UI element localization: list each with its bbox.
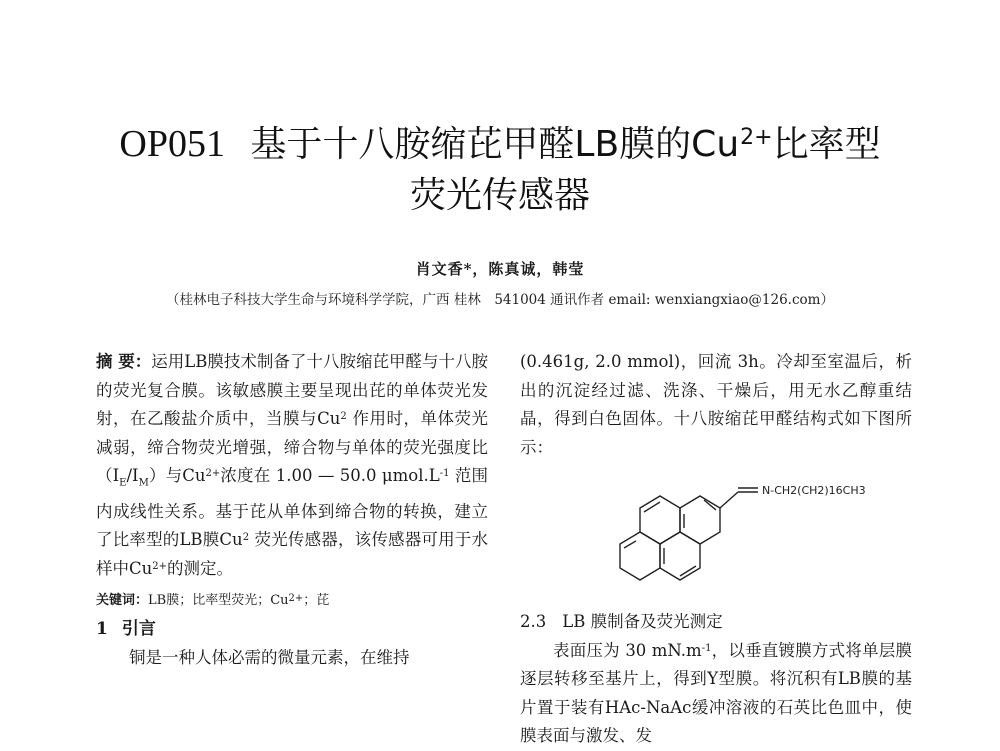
synthesis-paragraph: (0.461g, 2.0 mmol)，回流 3h。冷却至室温后，析出的沉淀经过滤、洗涤、干燥后，用无水乙醇重结晶，得到白色固体。十八胺缩芘甲醛结构式如下图所示： [520,352,912,457]
keywords [96,589,488,613]
paper-code: OP051 [119,123,225,165]
abstract-sup: 2 [340,411,347,422]
paper-title-line2: 荧光传感器 [409,175,590,216]
paragraph-sup: -1 [701,642,712,654]
affiliation: （桂林电子科技大学生命与环境科学学院，广西 桂林 541004 通讯作者 email: wenxiangxiao@126.com） [166,292,834,308]
abstract-sup: 2 [242,532,250,544]
abstract-text: 作用时，单体荧光减弱，缔合物荧光增强，缔合物与单体的荧光强度比（I [96,409,488,485]
keywords-sup: 2+ [288,593,304,605]
lb-film-paragraph [520,637,912,751]
authors: 肖文香*，陈真诚，韩莹 [415,260,585,278]
keywords-text: LB膜；比率型荧光；Cu [148,593,289,609]
pyrene-structure-icon [580,462,880,602]
chemical-structure [520,462,912,604]
paper-title-line1 [0,122,1000,167]
section-title: 引言 [121,619,156,640]
abstract-text: 的测定。 [167,558,234,578]
section-heading-2-3 [520,608,912,637]
abstract-text: 运用LB膜技术制备了十八胺缩芘甲醛与十八胺的荧光复合膜。该敏感膜主要呈现出芘的单体荧光发射，在乙酸盐介质中，当膜与Cu [96,352,488,428]
abstract-label: 摘 要： [96,352,152,371]
abstract [96,348,488,583]
section-number: 1 [96,619,108,640]
intro-paragraph: 铜是一种人体必需的微量元素，在维持 [129,647,410,667]
paragraph-text: ，以垂直镀膜方式将单层膜逐层转移至基片上，得到Y型膜。将沉积有LB膜的基片置于装有HAc-NaAc缓冲溶液的石英比色皿中，使膜表面与激发、发 [520,640,913,745]
title-superscript: 2+ [740,125,773,150]
section-heading-1 [96,615,488,644]
title-part2: 比率型 [772,124,881,165]
abstract-text: ）与Cu [148,466,206,485]
abstract-sup: 2+ [152,560,168,572]
abstract-sub: M [138,477,149,489]
abstract-text: 荧光传感器，该传感器可用于水样中Cu [96,530,488,578]
right-column [520,348,912,751]
abstract-sup: 2+ [205,468,221,479]
abstract-text: 浓度在 1.00 — 50.0 μmol.L [220,466,440,485]
abstract-text: /I [126,466,139,485]
left-column [96,348,488,672]
abstract-sub: E [119,477,127,489]
section-title: LB 膜制备及荧光测定 [562,612,723,631]
keywords-tail: ；芘 [303,593,330,609]
abstract-sup: -1 [439,468,450,479]
title-part1: 基于十八胺缩芘甲醛LB膜的Cu [250,124,740,165]
paragraph-text: 表面压为 30 mN.m [553,640,702,660]
abstract-text: 范围内成线性关系。基于芘从单体到缔合物的转换，建立了比率型的LB膜Cu [96,466,488,550]
structure-label: N-CH2(CH2)16CH3 [762,484,866,497]
keywords-label: 关键词： [96,593,149,609]
section-number: 2.3 [520,612,547,631]
